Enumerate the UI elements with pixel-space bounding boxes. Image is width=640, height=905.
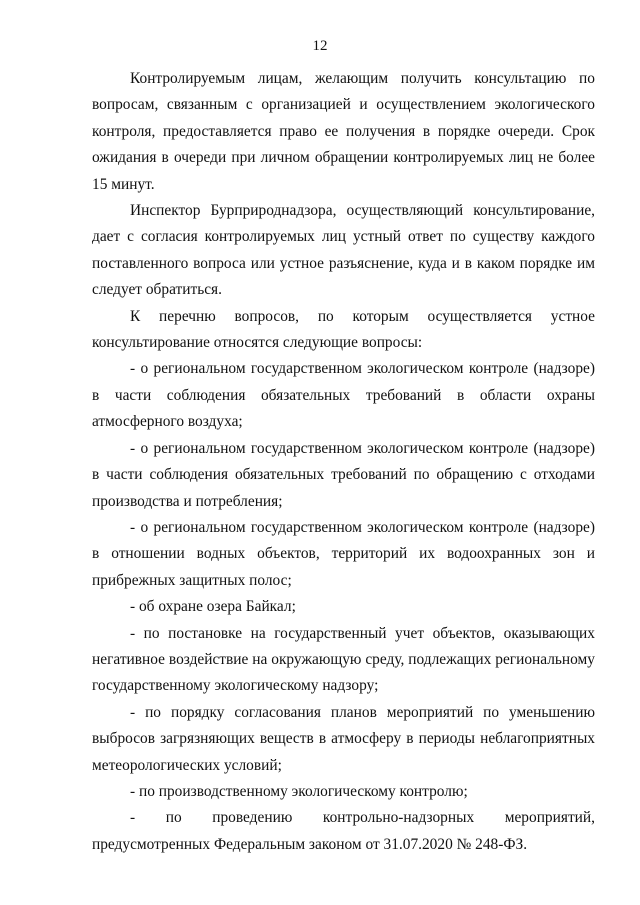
paragraph-consultation-queue: Контролируемым лицам, желающим получить консультацию по вопросам, связанным с организацией и осуществлением экологического контроля, предоставляется право ее получения в порядке очереди. Срок ожидания в очереди при личном обращении контролируемых лиц не более 15 минут. (92, 70, 595, 193)
list-item-waste-handling: - о региональном государственном экологическом контроле (надзоре) в части соблюдения обязательных требований по обращению с отходами производства и потребления; (92, 439, 595, 510)
list-item-state-registration: - по постановке на государственный учет объектов, оказывающих негативное воздействие на окружающую среду, подлежащих региональному государственному экологическому надзору; (92, 624, 595, 695)
paragraph-questions-intro: К перечню вопросов, по которым осуществляется устное консультирование относятся следующие вопросы: (92, 307, 595, 352)
list-item-air-protection: - о региональном государственном экологическом контроле (надзоре) в части соблюдения обязательных требований в области охраны атмосферного воздуха; (92, 360, 595, 431)
list-item-emission-plans: - по порядку согласования планов мероприятий по уменьшению выбросов загрязняющих веществ в атмосферу в периоды неблагоприятных метеорологических условий; (92, 703, 595, 774)
paragraph-inspector-answer: Инспектор Бурприроднадзора, осуществляющий консультирование, дает с согласия контролируемых лиц устный ответ по существу каждого поставленного вопроса или устное разъяснение, куда и в каком порядке им следует обратиться. (92, 202, 595, 299)
list-item-federal-law: - по проведению контрольно-надзорных мероприятий, предусмотренных Федеральным законом от 31.07.2020 № 248-ФЗ. (92, 809, 595, 853)
list-item-production-control: - по производственному экологическому контролю; (130, 782, 468, 800)
list-item-baikal: - об охране озера Байкал; (130, 598, 296, 616)
list-item-water-objects: - о региональном государственном экологическом контроле (надзоре) в отношении водных объектов, территорий их водоохранных зон и прибрежных защитных полос; (92, 518, 595, 589)
document-body (92, 66, 595, 858)
page-number: 12 (312, 38, 328, 54)
